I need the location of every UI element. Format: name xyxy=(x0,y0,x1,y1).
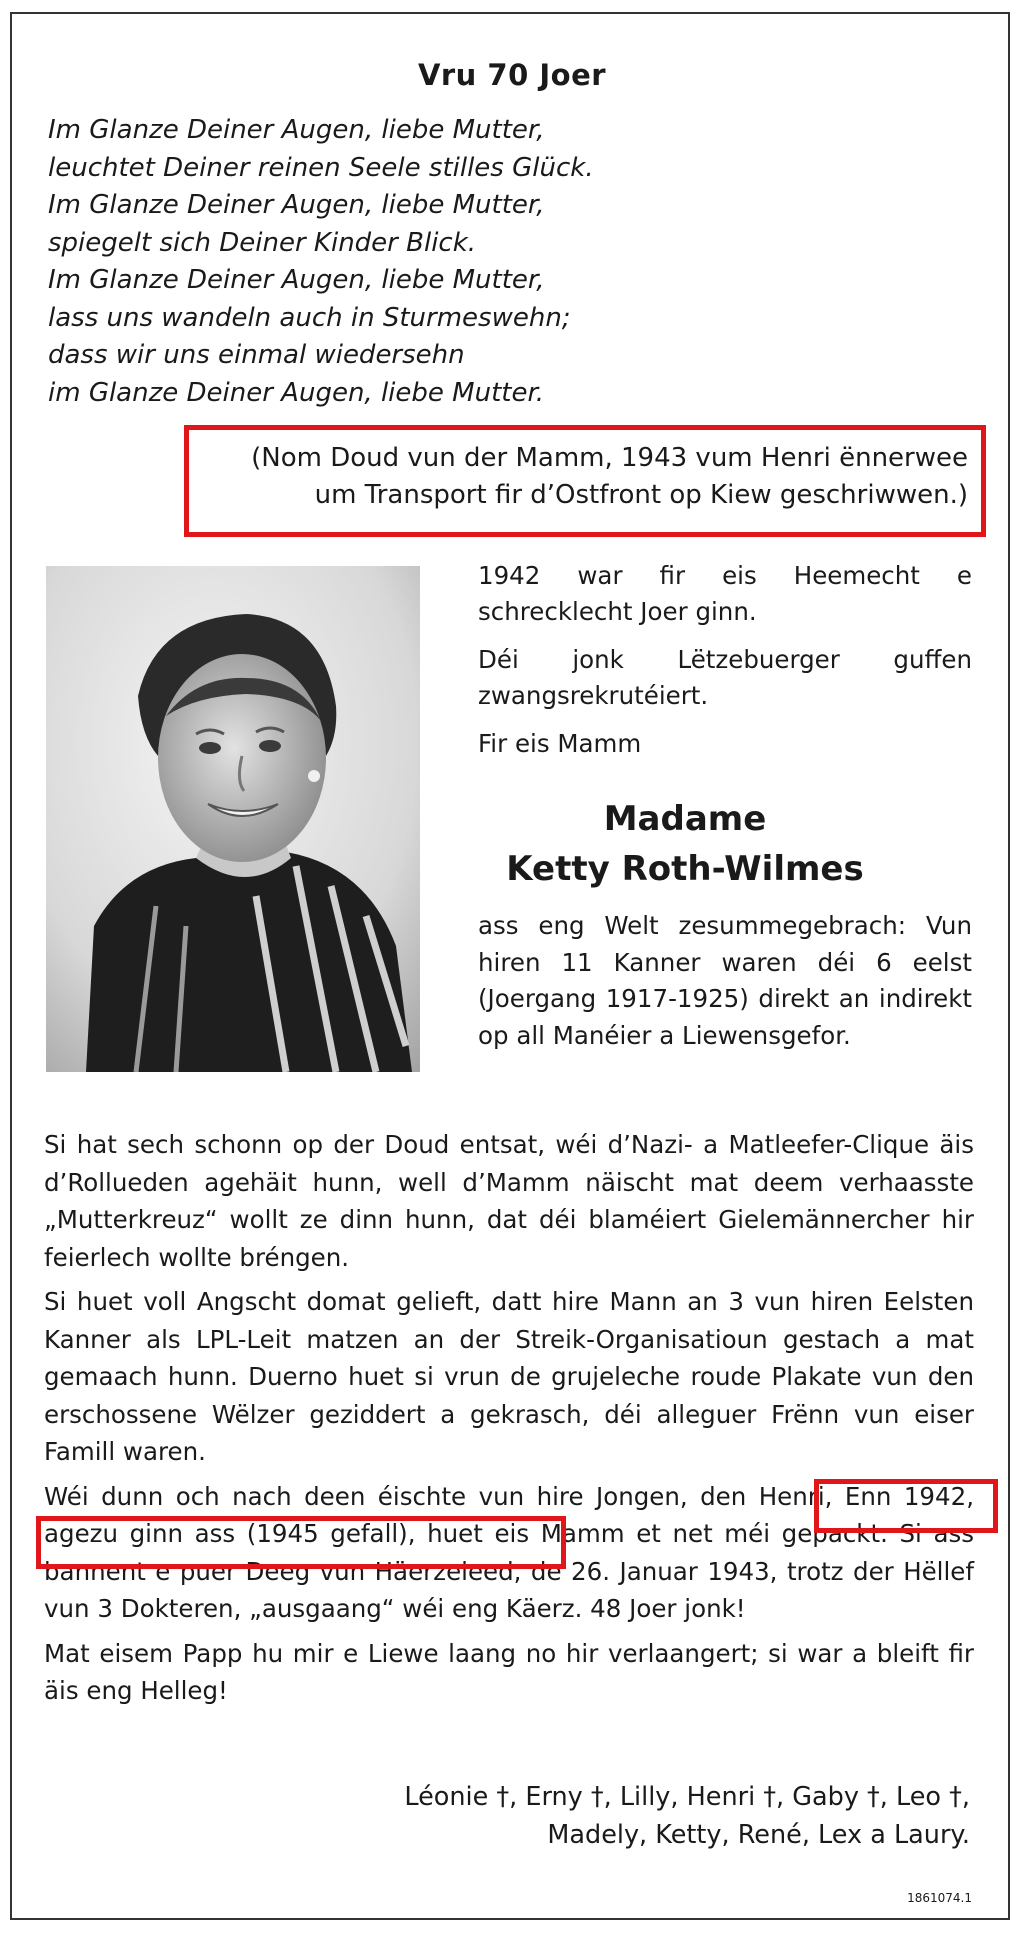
highlight-box-note xyxy=(184,425,986,537)
poem-line: Im Glanze Deiner Augen, liebe Mutter, xyxy=(48,190,545,220)
body-paragraph: Si hat sech schonn op der Doud entsat, wéi d’Nazi- a Matleefer-Clique äis d’Rollueden agehäit hunn, well d’Mamm näischt mat deem verhaasste „Mutterkreuz“ wollt ze dinn hunn, dat déi blaméiert Gielemännercher hir feierlech wollte bréngen. xyxy=(44,1130,974,1272)
poem-line: im Glanze Deiner Augen, liebe Mutter. xyxy=(48,377,545,408)
body-text xyxy=(44,1126,974,1717)
reference-number: 1861074.1 xyxy=(907,1891,972,1905)
body-paragraph: Si huet voll Angscht domat gelieft, datt hire Mann an 3 vun hiren Eelsten Kanner als LPL-Leit matzen an der Streik-Organisatioun gestach a mat gemaach hunn. Duerno huet si vrun de grujeleche roude Plakate vun den erschossene Wëlzer geziddert a gekrasch, déi alleguer Frënn vun eiser Famill waren. xyxy=(44,1287,974,1466)
body-paragraph: Wéi dunn och nach deen éischte vun hire Jongen, den Henri, Enn 1942, agezu ginn ass (1945 gefall), huet eis Mamm et net méi gepackt. Si ass bannent e puer Deeg vun Häerzeleed, de 26. Januar 1943, trotz der Hëllef vun 3 Dokteren, „ausgaang“ wéi eng Käerz. 48 Joer jonk! xyxy=(44,1481,974,1623)
poem-line: dass wir uns einmal wiedersehn xyxy=(48,340,465,370)
body-paragraph: Mat eisem Papp hu mir e Liewe laang no hir verlaangert; si war a bleift fir äis eng Helleg! xyxy=(44,1638,974,1705)
poem-line: Im Glanze Deiner Augen, liebe Mutter, xyxy=(48,265,545,295)
signature-line: Léonie †, Erny †, Lilly, Henri †, Gaby †, Leo †, xyxy=(404,1782,970,1812)
poem-line: Im Glanze Deiner Augen, liebe Mutter, xyxy=(48,115,545,145)
poem-note-line: (Nom Doud vun der Mamm, 1943 vum Henri ënnerwee xyxy=(251,443,968,473)
signature-line: Madely, Ketty, René, Lex a Laury. xyxy=(547,1820,970,1850)
poem xyxy=(48,112,594,412)
poem-note-line: um Transport fir d’Ostfront op Kiew geschriwwen.) xyxy=(314,480,968,510)
highlight-box-dates xyxy=(36,1516,566,1569)
signature-block xyxy=(300,1778,970,1854)
name-full: Ketty Roth-Wilmes xyxy=(506,849,864,889)
intro-continuation: ass eng Welt zesummegebrach: Vun hiren 11 Kanner waren déi 6 eelst (Joergang 1917-1925) direkt an indirekt op all Manéier a Liewensgefor. xyxy=(478,911,972,1050)
poem-line: lass uns wandeln auch in Sturmeswehn; xyxy=(48,302,571,333)
name-honorific: Madame xyxy=(603,799,767,839)
poem-line: spiegelt sich Deiner Kinder Blick. xyxy=(48,227,477,258)
intro-paragraph: 1942 war fir eis Heemecht e schrecklecht Joer ginn. xyxy=(478,561,972,626)
intro-paragraph: Déi jonk Lëtzebuerger guffen zwangsrekrutéiert. xyxy=(478,645,972,710)
intro-paragraph: Fir eis Mamm xyxy=(478,729,642,758)
poem-line: leuchtet Deiner reinen Seele stilles Glück. xyxy=(48,152,594,183)
deceased-name xyxy=(0,794,1024,894)
highlight-box-henri xyxy=(814,1479,998,1533)
notice-title: Vru 70 Joer xyxy=(417,58,607,92)
intro-text xyxy=(478,558,972,774)
